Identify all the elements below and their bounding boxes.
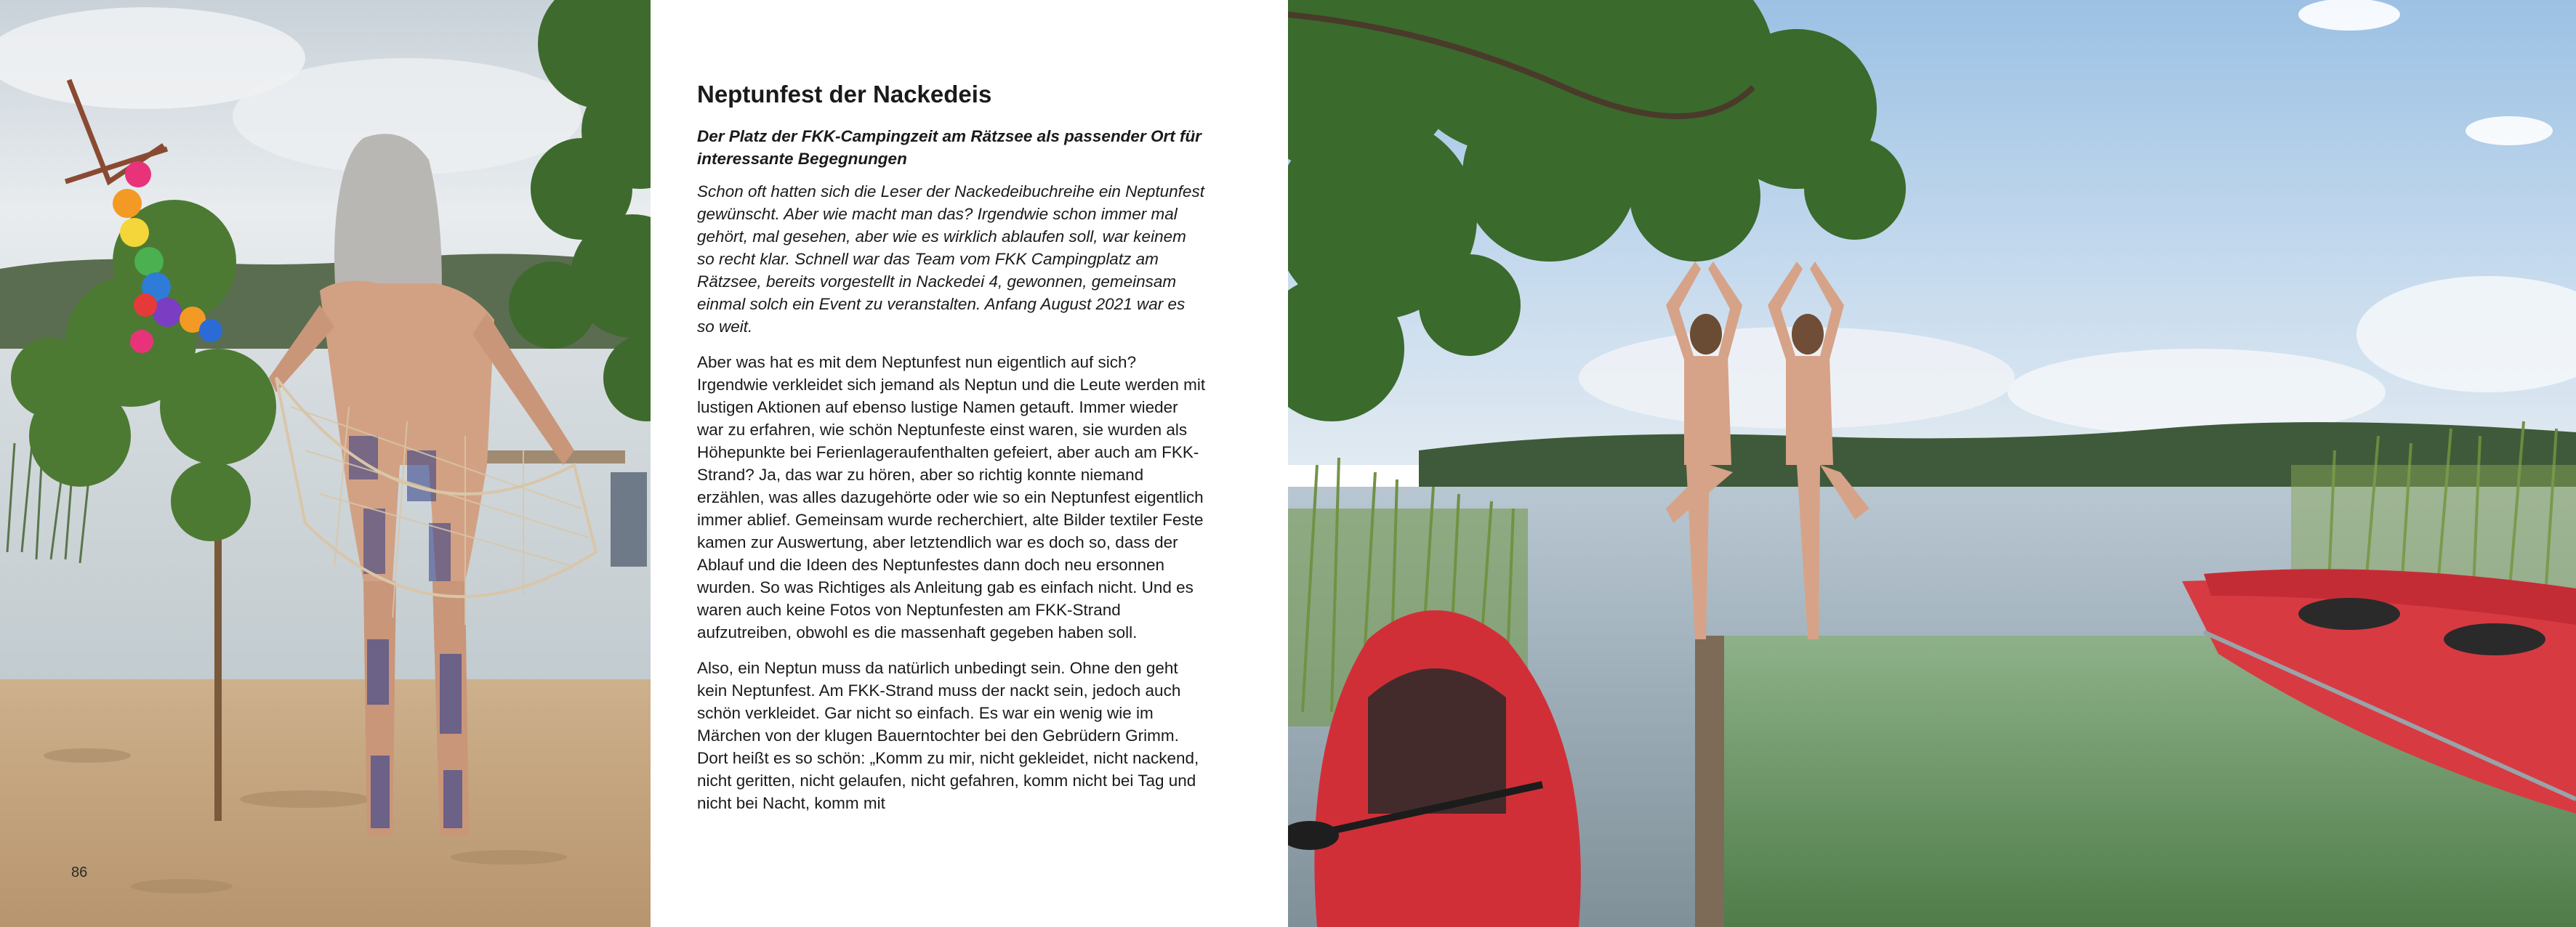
photo-yoga-dock xyxy=(1288,0,2576,927)
photo-neptun-costume xyxy=(0,0,651,927)
article-column xyxy=(651,0,1288,927)
article-text xyxy=(697,80,1206,827)
lake-scene-illustration xyxy=(1288,0,2576,927)
page-number-left: 86 xyxy=(71,865,88,881)
article-intro: Schon oft hatten sich die Leser der Nackedeibuchreihe ein Neptunfest gewünscht. Aber wie macht man das? Irgendwie schon immer mal gehört, mal gesehen, aber wie es wirklich ablaufen soll, war keinem so recht klar. Schnell war das Team vom FKK Campingplatz am Rätzsee, bereits vorgestellt in Nackedei 4, gewonnen, gemeinsam einmal solch ein Event zu veranstalten. Anfang August 2021 war es so weit. xyxy=(697,182,1204,336)
article-paragraph-2: Also, ein Neptun muss da natürlich unbedingt sein. Ohne den geht kein Neptunfest. Am FKK-Strand muss der nackt sein, jedoch auch schön verkleidet. Gar nicht so einfach. Es war ein wenig wie im Märchen von der klugen Bauerntochter bei den Gebrüdern Grimm. Dort heißt es so schön: „Komm zu mir, nicht gekleidet, nicht nackend, nicht geritten, nicht gelaufen, nicht gefahren, komm nicht bei Tag und nicht bei Nacht, komm mit xyxy=(697,659,1199,812)
beach-scene-illustration xyxy=(0,0,651,927)
article-paragraph-1: Aber was hat es mit dem Neptunfest nun eigentlich auf sich? Irgendwie verkleidet sich jemand als Neptun und die Leute werden mit lustigen Aktionen auf ebenso lustige Namen getauft. Immer wieder war zu erfahren, wie schön Neptunfeste einst waren, sie wurden als Höhepunkte bei Ferienlageraufenthalten gefeiert, aber auch am FKK-Strand? Ja, das war zu hören, aber so richtig konnte niemand erzählen, was alles dazugehörte oder wie so ein Neptunfest eigentlich immer ablief. Gemeinsam wurde recherchiert, alte Bilder textiler Feste kamen zur Auswertung, aber letztendlich war es doch so, dass der Ablauf und die Ideen des Neptunfestes dann doch neu ersonnen wurden. So was Richtiges als Anleitung gab es einfach nicht. Und es waren auch keine Fotos von Neptunfesten am FKK-Strand aufzutreiben, obwohl es die massenhaft gegeben haben soll. xyxy=(697,353,1206,641)
article-title: Neptunfest der Nackedeis xyxy=(697,81,992,108)
article-subtitle: Der Platz der FKK-Campingzeit am Rätzsee als passender Ort für interessante Begegnungen xyxy=(697,127,1202,168)
